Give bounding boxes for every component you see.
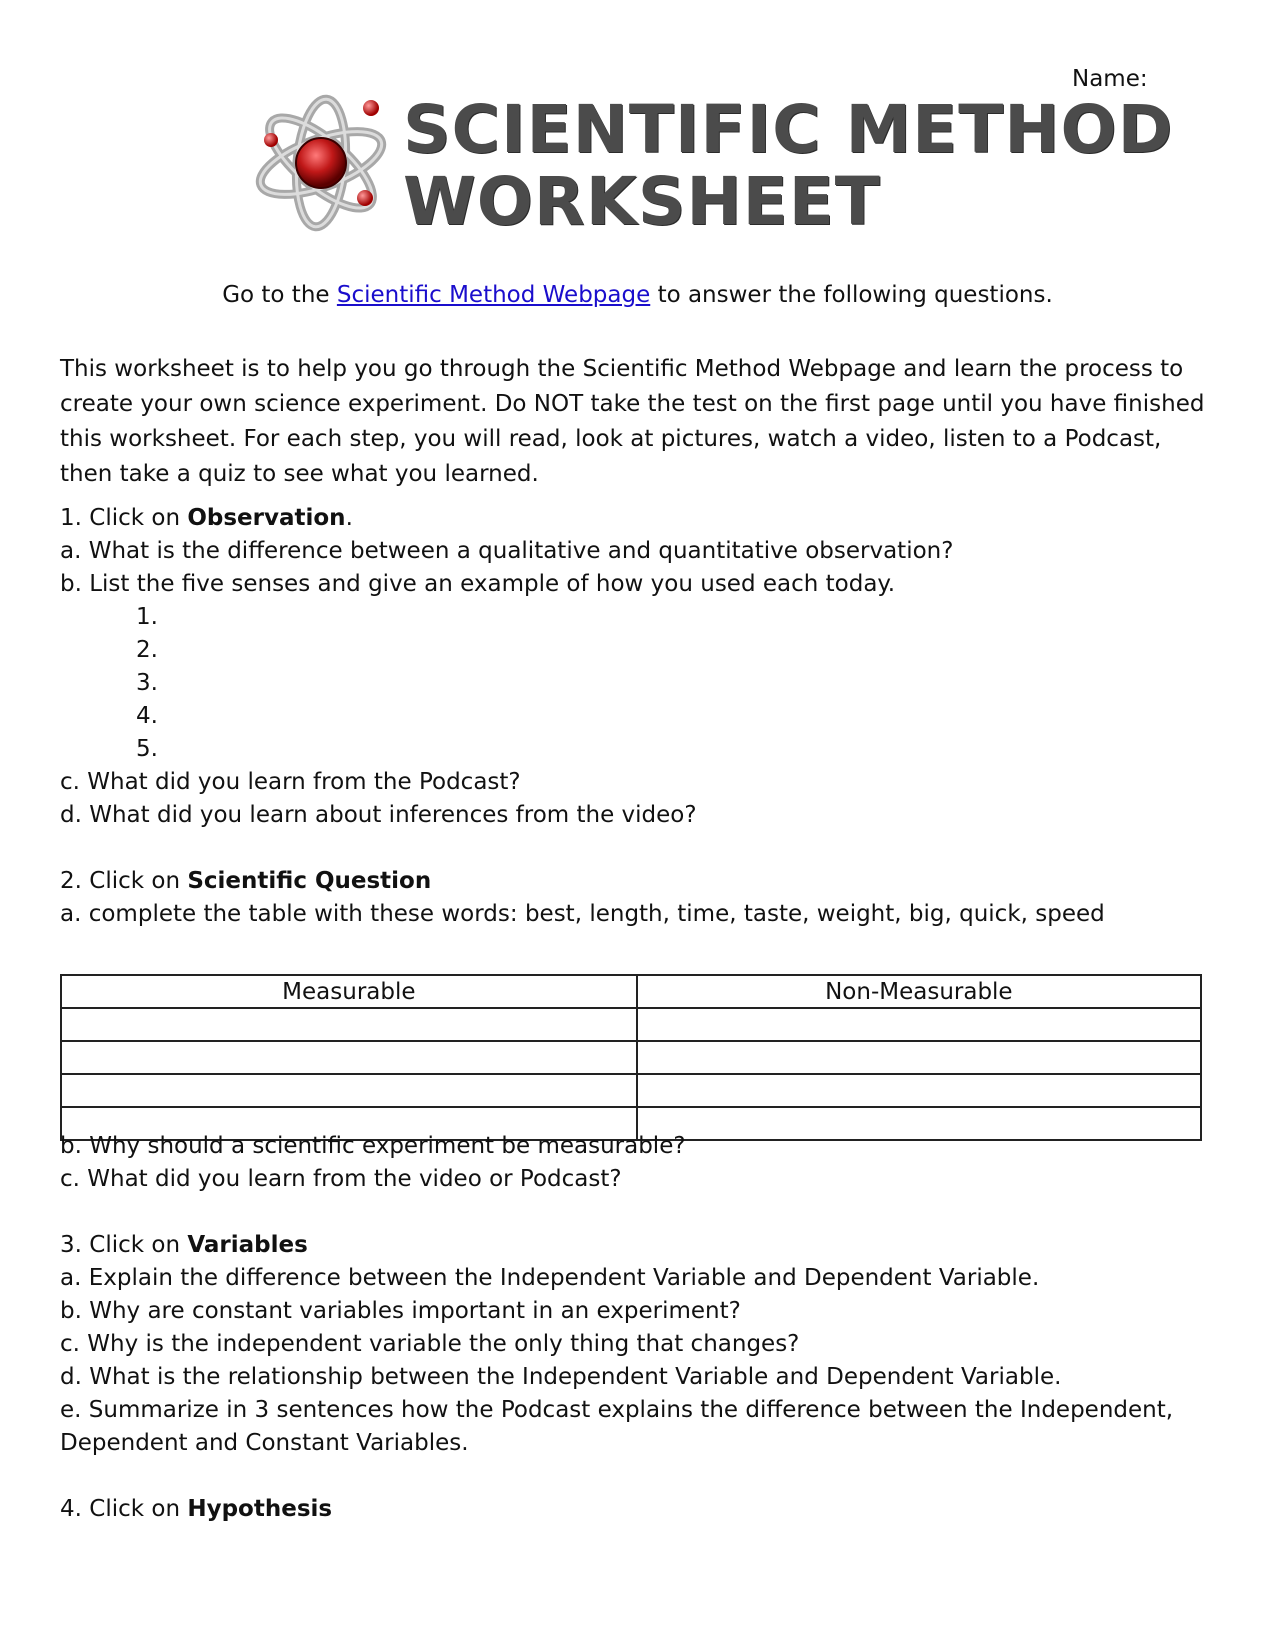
table-header-row bbox=[61, 975, 1201, 1008]
scientific-method-webpage-link[interactable]: Scientific Method Webpage bbox=[336, 282, 651, 308]
table-row bbox=[61, 1074, 1201, 1107]
measurable-table bbox=[60, 974, 1202, 1141]
question-3a: a. Explain the difference between the Independent Variable and Dependent Variable. bbox=[60, 1265, 1040, 1291]
title-line-1: SCIENTIFIC METHOD bbox=[403, 91, 1174, 168]
sense-number-4: 4. bbox=[136, 703, 158, 729]
question-2b: b. Why should a scientific experiment be measurable? bbox=[60, 1133, 686, 1159]
section-1-heading bbox=[60, 505, 353, 531]
section-1-bold: Observation bbox=[187, 505, 346, 531]
section-2-prefix: 2. Click on bbox=[60, 868, 181, 894]
question-3b: b. Why are constant variables important in an experiment? bbox=[60, 1298, 741, 1324]
table-cell[interactable] bbox=[637, 1107, 1201, 1140]
section-4-prefix: 4. Click on bbox=[60, 1496, 181, 1522]
table-cell[interactable] bbox=[61, 1008, 637, 1041]
question-2c: c. What did you learn from the video or Podcast? bbox=[60, 1166, 622, 1192]
worksheet-logo bbox=[253, 88, 1174, 240]
name-label: Name: bbox=[1072, 66, 1148, 92]
instructions-paragraph: This worksheet is to help you go through the Scientific Method Webpage and learn the process to create your own science experiment. Do NOT take the test on the first page until you have finished this worksheet. For each step, you will read, look at pictures, watch a video, listen to a Podcast, then take a quiz to see what you learned. bbox=[60, 356, 1205, 487]
sense-number-5: 5. bbox=[136, 736, 158, 762]
worksheet-title bbox=[403, 91, 1174, 240]
table-cell[interactable] bbox=[61, 1041, 637, 1074]
sense-number-1: 1. bbox=[136, 604, 158, 630]
section-4-bold: Hypothesis bbox=[187, 1496, 333, 1522]
question-3c: c. Why is the independent variable the only thing that changes? bbox=[60, 1331, 800, 1357]
atom-icon bbox=[253, 88, 403, 238]
section-3-heading bbox=[60, 1232, 308, 1258]
column-header-non-measurable: Non-Measurable bbox=[637, 975, 1201, 1008]
section-4-heading bbox=[60, 1496, 332, 1522]
question-1d: d. What did you learn about inferences from the video? bbox=[60, 802, 697, 828]
question-1a: a. What is the difference between a qualitative and quantitative observation? bbox=[60, 538, 954, 564]
sense-number-3: 3. bbox=[136, 670, 158, 696]
title-line-2: WORKSHEET bbox=[403, 163, 881, 240]
question-2a: a. complete the table with these words: best, length, time, taste, weight, big, quick, speed bbox=[60, 901, 1105, 927]
sense-number-2: 2. bbox=[136, 637, 158, 663]
question-3e-line-1: e. Summarize in 3 sentences how the Podcast explains the difference between the Independent, bbox=[60, 1397, 1174, 1423]
question-3d: d. What is the relationship between the Independent Variable and Dependent Variable. bbox=[60, 1364, 1062, 1390]
table-cell[interactable] bbox=[637, 1008, 1201, 1041]
intro-before: Go to the bbox=[222, 282, 330, 308]
table-cell[interactable] bbox=[637, 1074, 1201, 1107]
intro-after: to answer the following questions. bbox=[657, 282, 1053, 308]
question-1b: b. List the five senses and give an example of how you used each today. bbox=[60, 571, 896, 597]
section-3-prefix: 3. Click on bbox=[60, 1232, 181, 1258]
question-3e-line-2: Dependent and Constant Variables. bbox=[60, 1430, 469, 1456]
table-cell[interactable] bbox=[637, 1041, 1201, 1074]
section-3-bold: Variables bbox=[187, 1232, 308, 1258]
table-cell[interactable] bbox=[61, 1074, 637, 1107]
section-1-suffix: . bbox=[345, 505, 353, 531]
table-row bbox=[61, 1008, 1201, 1041]
table-row bbox=[61, 1041, 1201, 1074]
intro-line bbox=[0, 282, 1275, 308]
section-1-prefix: 1. Click on bbox=[60, 505, 181, 531]
question-1c: c. What did you learn from the Podcast? bbox=[60, 769, 521, 795]
section-2-bold: Scientific Question bbox=[187, 868, 432, 894]
column-header-measurable: Measurable bbox=[61, 975, 637, 1008]
section-2-heading bbox=[60, 868, 431, 894]
